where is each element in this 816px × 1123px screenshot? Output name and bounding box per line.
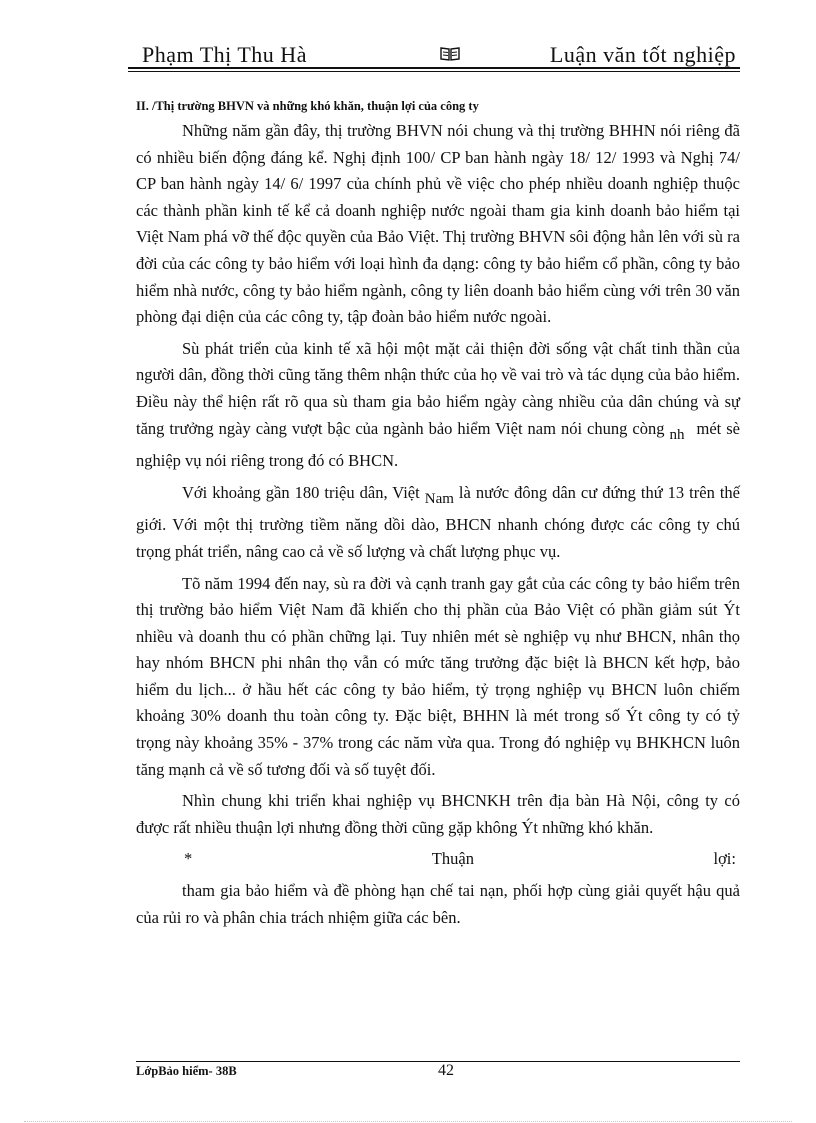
paragraph-2-sub: nh: [669, 426, 685, 443]
open-book-icon: [440, 46, 460, 62]
paragraph-5: Nhìn chung khi triển khai nghiệp vụ BHCNKH trên địa bàn Hà Nội, công ty có được rất nhiều thuận lợi nhưng đồng thời cũng gặp không Ýt những khó khăn.: [136, 791, 740, 837]
paragraph-6: tham gia bảo hiểm và đề phòng hạn chế tai nạn, phối hợp cùng giải quyết hậu quả của rủi ro và phân chia trách nhiệm giữa các bên.: [136, 881, 740, 927]
paragraph-2-text: Sù phát triển của kinh tế xã hội một mặt cải thiện đời sống vật chất tinh thần của người dân, đồng thời cũng tăng thêm nhận thức của họ về vai trò và tác dụng của bảo hiểm. Điều này thể hiện rất rõ qua sù tham gia bảo hiểm ngày càng nhiều của dân chúng và sự tăng trưởng ngày càng vượt bậc của ngành bảo hiểm Việt nam nói chung còng: [136, 338, 740, 438]
footer-class-label: LớpBảo hiểm- 38B: [136, 1064, 237, 1078]
paragraph-3-text: Với khoảng gần 180 triệu dân, Việt: [182, 482, 420, 502]
paragraph-2-tail: mét sè nghiệp vụ nói riêng trong đó có BHCN.: [136, 418, 740, 471]
header-rule-thick: [128, 67, 740, 69]
header-thesis-title: Luận văn tốt nghiệp: [549, 42, 736, 67]
paragraph-4: Tõ năm 1994 đến nay, sù ra đời và cạnh tranh gay gắt của các công ty bảo hiểm trên thị trường bảo hiểm Việt Nam đã khiến cho thị phần của Bảo Việt có phần giảm sút Ýt nhiều và doanh thu có phần chững lại. Tuy nhiên mét sè nghiệp vụ như BHCN, nhân thọ hay nhóm BHCN phi nhân thọ vẫn có mức tăng trưởng đặc biệt là BHCN kết hợp, bảo hiểm du lịch... ở hầu hết các công ty bảo hiểm, tỷ trọng nghiệp vụ BHCN luôn chiếm khoảng 30% doanh thu toàn công ty. Đặc biệt, BHHN là mét trong số Ýt công ty có tỷ trọng này khoảng 35% - 37% trong các năm vừa qua. Trong đó nghiệp vụ BHKHCN luôn tăng mạnh cả về số tương đối và số tuyệt đối.: [136, 573, 740, 779]
paragraph-3-tail: là nước đông dân cư đứng thứ 13 trên thế giới. Với một thị trường tiềm năng dồi dào, BHCN nhanh chóng được các công ty chú trọng phát triển, nâng cao cả về số lượng và chất lượng phục vụ.: [136, 482, 740, 561]
list-item-advantages: [136, 846, 740, 873]
footer-page-number: 42: [438, 1062, 454, 1079]
paragraph-3-sub: Nam: [424, 490, 454, 507]
list-word-loi: lợi:: [713, 849, 736, 869]
list-marker: *: [184, 849, 193, 869]
paragraph-1: Những năm gần đây, thị trường BHVN nói chung và thị trường BHHN nói riêng đã có nhiều biến động đáng kể. Nghị định 100/ CP ban hành ngày 18/ 12/ 1993 và Nghị 74/ CP ban hành ngày 14/ 6/ 1997 của chính phủ về việc cho phép nhiều doanh nghiệp thuộc các thành phần kinh tế kể cả doanh nghiệp nước ngoài tham gia kinh doanh bảo hiểm tại Việt Nam phá vỡ thế độc quyền của Bảo Việt. Thị trường BHVN sôi động hẳn lên với sù ra đời của các công ty bảo hiểm với loại hình đa dạng: công ty bảo hiểm cổ phần, công ty bảo hiểm nhà nước, công ty bảo hiểm ngành, công ty liên doanh bảo hiểm cùng với trên 30 văn phòng đại diện của các công ty, tập đoàn bảo hiểm nước ngoài.: [136, 121, 740, 327]
page-header: [128, 40, 740, 70]
body-text: [136, 96, 740, 936]
header-author: Phạm Thị Thu Hà: [142, 42, 307, 67]
page-bottom-border: [24, 1121, 792, 1122]
paragraph-2: [136, 336, 740, 475]
list-word-thuan: Thuận: [431, 849, 474, 869]
paragraph-3: [136, 480, 740, 566]
header-rule-thin: [128, 71, 740, 72]
section-heading: II. /Thị trường BHVN và những khó khăn, thuận lợi của công ty: [136, 99, 479, 113]
